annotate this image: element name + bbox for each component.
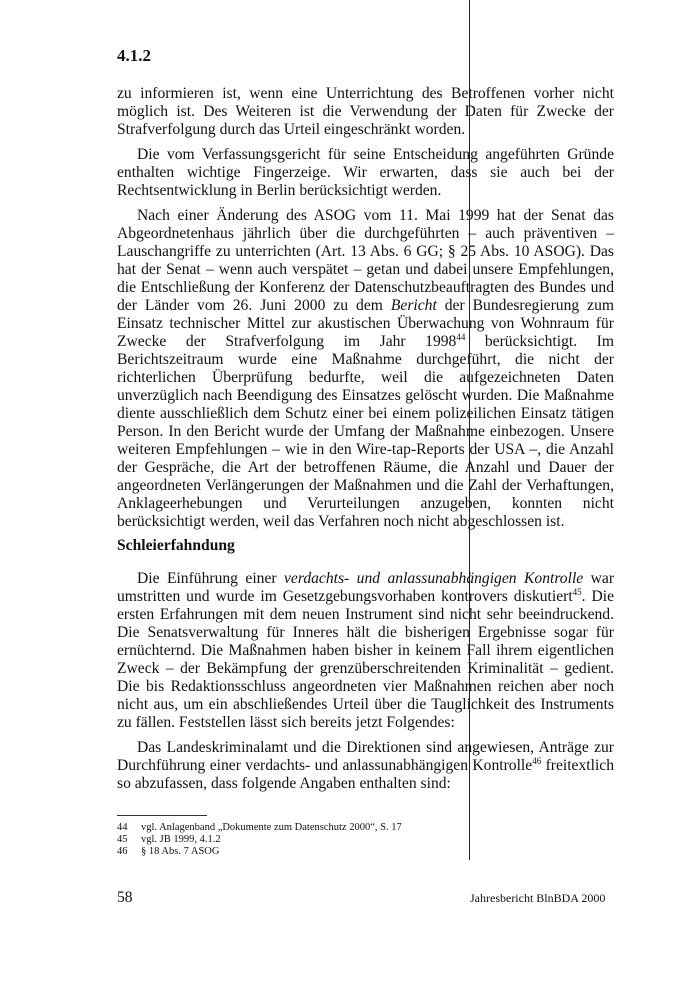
footnote-ref-45: 45	[572, 586, 582, 597]
paragraph-4: Die Einführung einer verdachts- und anlassunabhängigen Kontrolle war umstritten und wurde im Gesetzgebungsvorhaben kontrovers diskutiert$^{45}$. Die ersten Erfahrungen mit dem neuen Instrument sind nicht sehr beeindruckend. Die Senatsverwaltung für Inneres hält die bisherigen Ergebnisse sogar für ernüchternd. Die Maßnahmen haben bisher in keinem Fall ihrem eigentlichen Zweck – der Bekämpfung der grenzüberschreitenden Kriminalität – gedient. Die bis Redaktionsschluss angeordneten vier Maßnahmen reichen aber noch nicht aus, um ein abschließendes Urteil über die Tauglichkeit des Instruments zu fällen. Feststellen lässt sich bereits jetzt Folgendes:	[117, 570, 615, 731]
italic-term: verdachts- und anlassunabhängigen Kontrolle	[284, 570, 584, 587]
paragraph-5: Das Landeskriminalamt und die Direktionen sind angewiesen, Anträge zur Durchführung einer verdachts- und anlassunabhängigen Kontrolle$^{46}$ freitextlich so abzufassen, dass folgende Angaben enthalten sind:	[117, 739, 614, 792]
section-number: 4.1.2	[117, 46, 151, 65]
footnote-45: 45 vgl. JB 1999, 4.1.2	[117, 834, 221, 845]
paragraph-3: Nach einer Änderung des ASOG vom 11. Mai 1999 hat der Senat das Abgeordnetenhaus jährlich über die durchgeführten – auch präventiven – Lauschangriffe zu unterrichten (Art. 13 Abs. 6 GG; § 25 Abs. 10 ASOG). Das hat der Senat – wenn auch verspätet – getan und dabei unsere Empfehlungen, die Entschließung der Konferenz der Datenschutzbeauftragten des Bundes und der Länder vom 26. Juni 2000 zu dem Bericht der Bundesregierung zum Einsatz technischer Mittel zur akustischen Überwachung von Wohnraum für Zwecke der Strafverfolgung im Jahr 1998$^{44}$ berücksichtigt. Im Berichtszeitraum wurde eine Maßnahme durchgeführt, die nicht der richterlichen Überprüfung bedurfte, weil die aufgezeichneten Daten unverzüglich nach Beendigung des Einsatzes gelöscht wurden. Die Maßnahme diente ausschließlich dem Schutz einer bei einem polizeilichen Einsatz tätigen Person. In den Bericht wurde der Umfang der Maßnahme einbezogen. Unsere weiteren Empfehlungen – wie in den Wire-tap-Reports der USA –, die Anzahl der Gespräche, die Art der betroffenen Räume, die Anzahl und Dauer der angeordneten Verlängerungen der Maßnahmen und die Zahl der Verhaftungen, Anklageerhebungen und Verurteilungen anzugeben, konnten nicht berücksichtigt werden, weil das Verfahren noch nicht abgeschlossen ist.	[117, 207, 615, 530]
footnote-46: 46 § 18 Abs. 7 ASOG	[117, 846, 220, 857]
footnote-44: 44 vgl. Anlagenband „Dokumente zum Datenschutz 2000“, S. 17	[117, 822, 402, 833]
page-number: 58	[117, 889, 133, 906]
footnotes	[117, 822, 402, 858]
footnote-divider	[117, 815, 207, 816]
body-text-lower	[117, 570, 614, 800]
italic-term: Bericht	[390, 297, 437, 314]
body-text-upper	[117, 85, 614, 538]
paragraph-2: Die vom Verfassungsgericht für seine Entscheidung angeführten Gründe enthalten wichtige Fingerzeige. Wir erwarten, dass sie auch bei der Rechtsentwicklung in Berlin berücksichtigt werden.	[117, 146, 614, 199]
footnote-ref-44: 44	[456, 331, 466, 342]
heading-schleierfahndung: Schleierfahndung	[117, 537, 235, 554]
paragraph-1: zu informieren ist, wenn eine Unterrichtung des Betroffenen vorher nicht möglich ist. Des Weiteren ist die Verwendung der Daten für Zwecke der Strafverfolgung durch das Urteil eingeschränkt worden.	[117, 85, 614, 138]
report-title: Jahresbericht BlnBDA 2000	[470, 891, 606, 905]
footnote-ref-46: 46	[532, 755, 542, 766]
